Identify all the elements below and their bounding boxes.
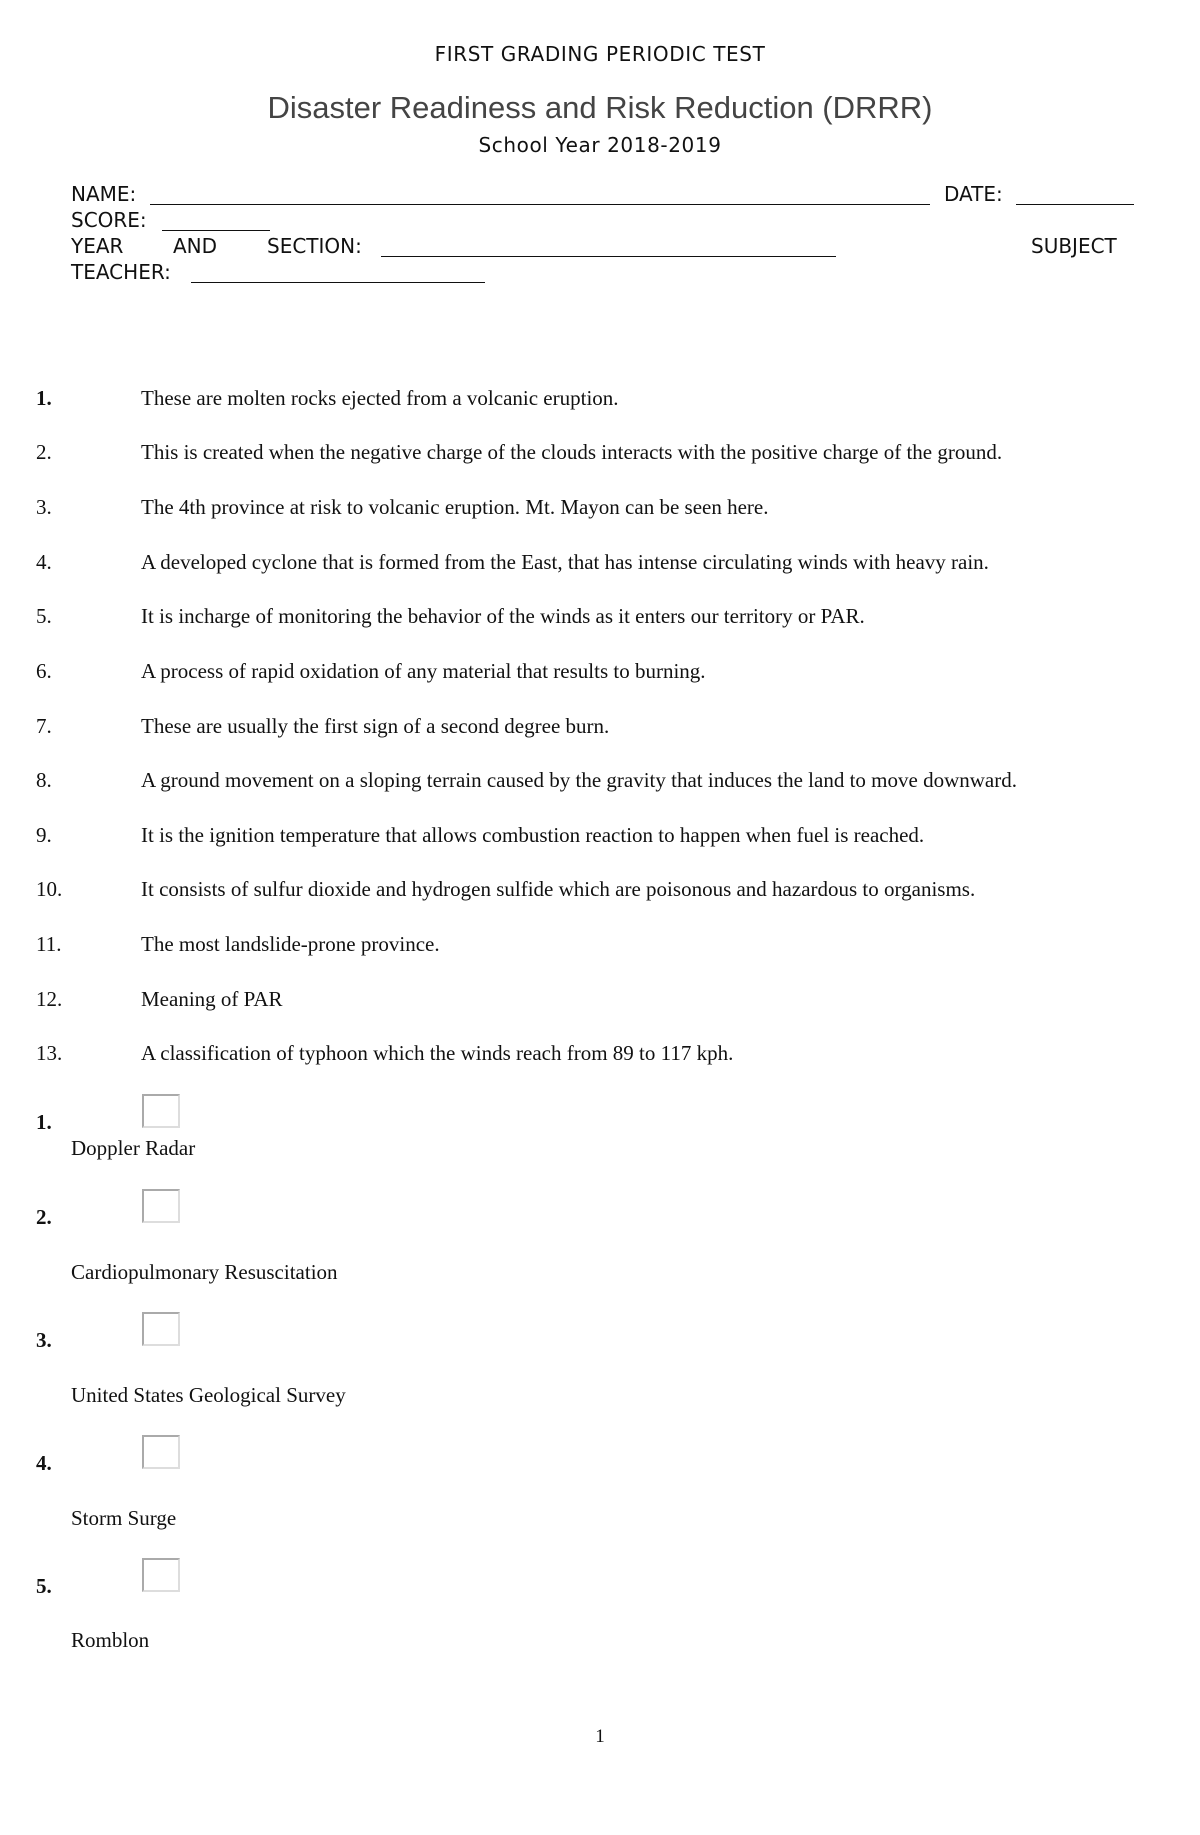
answer-text: Doppler Radar — [71, 1136, 196, 1160]
question-number: 1. — [36, 386, 52, 410]
question-number: 5. — [36, 604, 52, 628]
question-text: A process of rapid oxidation of any material that results to burning. — [141, 659, 706, 683]
question-item — [36, 768, 1186, 798]
question-text: A classification of typhoon which the winds reach from 89 to 117 kph. — [141, 1041, 734, 1065]
answer-item — [36, 1435, 636, 1545]
teacher-label: TEACHER: — [71, 260, 171, 284]
question-text: A developed cyclone that is formed from the East, that has intense circulating winds with heavy rain. — [141, 550, 989, 574]
question-number: 12. — [36, 987, 63, 1011]
question-item — [36, 495, 1186, 525]
question-item — [36, 823, 1186, 853]
subject-label: SUBJECT — [1031, 234, 1117, 258]
question-text: It is the ignition temperature that allows combustion reaction to happen when fuel is reached. — [141, 823, 925, 847]
year-label: YEAR — [71, 234, 124, 258]
answer-number: 1. — [36, 1110, 52, 1134]
question-text: The 4th province at risk to volcanic eruption. Mt. Mayon can be seen here. — [141, 495, 769, 519]
answer-text: Cardiopulmonary Resuscitation — [71, 1260, 338, 1284]
answer-number: 5. — [36, 1574, 52, 1598]
answer-text: Storm Surge — [71, 1506, 177, 1530]
answer-checkbox[interactable] — [142, 1094, 180, 1128]
and-label: AND — [173, 234, 218, 258]
question-number: 11. — [36, 932, 62, 956]
question-number: 8. — [36, 768, 52, 792]
question-number: 4. — [36, 550, 52, 574]
date-blank[interactable] — [1016, 204, 1134, 205]
subject-title: Disaster Readiness and Risk Reduction (DRRR) — [267, 90, 933, 125]
section-label: SECTION: — [267, 234, 362, 258]
question-item — [36, 987, 1186, 1017]
question-text: These are molten rocks ejected from a volcanic eruption. — [141, 386, 619, 410]
answer-item — [36, 1558, 636, 1668]
question-item — [36, 550, 1186, 580]
question-text: This is created when the negative charge of the clouds interacts with the positive charge of the ground. — [141, 440, 1003, 464]
answer-checkbox[interactable] — [142, 1189, 180, 1223]
school-year: School Year 2018-2019 — [478, 133, 722, 157]
question-text: These are usually the first sign of a second degree burn. — [141, 714, 610, 738]
question-text: Meaning of PAR — [141, 987, 283, 1011]
year-section-blank[interactable] — [381, 256, 836, 257]
question-item — [36, 386, 1186, 416]
question-item — [36, 932, 1186, 962]
answer-checkbox[interactable] — [142, 1435, 180, 1469]
question-text: The most landslide-prone province. — [141, 932, 440, 956]
answer-checkbox[interactable] — [142, 1312, 180, 1346]
date-label: DATE: — [944, 182, 1003, 206]
question-item — [36, 604, 1186, 634]
question-item — [36, 1041, 1186, 1071]
name-blank[interactable] — [150, 204, 930, 205]
question-text: It is incharge of monitoring the behavior of the winds as it enters our territory or PAR. — [141, 604, 865, 628]
teacher-blank[interactable] — [191, 282, 485, 283]
question-item — [36, 877, 1186, 907]
question-number: 7. — [36, 714, 52, 738]
question-number: 2. — [36, 440, 52, 464]
answer-text: Romblon — [71, 1628, 150, 1652]
name-label: NAME: — [71, 182, 137, 206]
question-number: 9. — [36, 823, 52, 847]
question-number: 13. — [36, 1041, 63, 1065]
answer-number: 4. — [36, 1451, 52, 1475]
answer-text: United States Geological Survey — [71, 1383, 346, 1407]
answer-number: 2. — [36, 1205, 52, 1229]
question-number: 3. — [36, 495, 52, 519]
test-title: FIRST GRADING PERIODIC TEST — [434, 42, 766, 66]
answer-checkbox[interactable] — [142, 1558, 180, 1592]
question-number: 10. — [36, 877, 63, 901]
answer-number: 3. — [36, 1328, 52, 1352]
score-label: SCORE: — [71, 208, 147, 232]
question-text: A ground movement on a sloping terrain caused by the gravity that induces the land to move downward. — [141, 768, 1017, 792]
question-item — [36, 659, 1186, 689]
question-item — [36, 440, 1186, 470]
score-blank[interactable] — [162, 230, 270, 231]
answer-item — [36, 1094, 636, 1204]
answer-item — [36, 1312, 636, 1422]
answer-item — [36, 1189, 636, 1299]
question-number: 6. — [36, 659, 52, 683]
question-item — [36, 714, 1186, 744]
page-number: 1 — [595, 1726, 605, 1747]
question-text: It consists of sulfur dioxide and hydrogen sulfide which are poisonous and hazardous to organisms. — [141, 877, 976, 901]
